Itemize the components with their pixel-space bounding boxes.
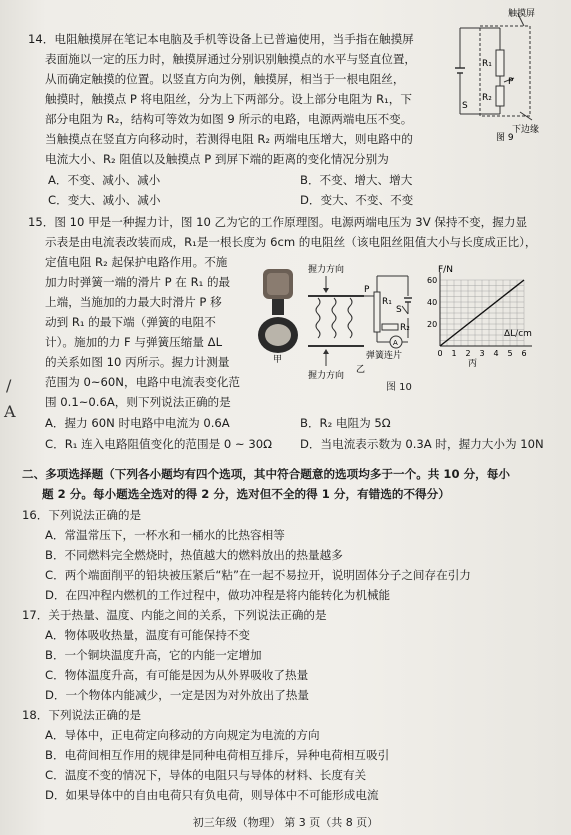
option-a: A．物体吸收热量，温度有可能保持不变 xyxy=(45,628,251,642)
figure-10-jia-grip-meter xyxy=(255,265,301,365)
force-direction-top: 握力方向 xyxy=(308,265,345,275)
question-text: 上端，当施加的力最大时滑片 P 移 xyxy=(45,295,222,309)
option-c: C．两个端面削平的铅块被压紧后“粘”在一起不易拉开，说明固体分子之间存在引力 xyxy=(45,568,471,582)
question-text: 15．图 10 甲是一种握力计，图 10 乙为它的工作原理图。电源两端电压为 3V 保持不变，握力显 xyxy=(28,215,528,229)
question-text: 表面施以一定的压力时，触摸屏通过分别识别触摸点的水平与竖直位置， xyxy=(45,52,417,66)
question-stem: 16．下列说法正确的是 xyxy=(22,508,142,522)
question-text: 范围为 0~60N，电路中电流表变化范 xyxy=(45,375,240,389)
option-d: D．变大、不变、不变 xyxy=(300,193,414,207)
chart-y-tick-label: 20 xyxy=(427,320,438,329)
chart-x-tick-label: 5 xyxy=(507,349,513,358)
page-footer: 初三年级（物理） 第 3 页（共 8 页） xyxy=(192,816,379,829)
svg-text:A: A xyxy=(393,339,398,347)
r2-label: R₂ xyxy=(400,323,410,333)
chart-x-tick-label: 3 xyxy=(479,349,485,358)
option-a: A．常温常压下，一杯水和一桶水的比热容相等 xyxy=(45,528,285,542)
question-text: 14．电阻触摸屏在笔记本电脑及手机等设备上已普遍使用，当手指在触摸屏 xyxy=(28,32,414,46)
chart-x-tick-label: 6 xyxy=(521,349,527,358)
option-a: A．握力 60N 时电路中电流为 0.6A xyxy=(45,416,230,430)
option-c: C．变大、减小、减小 xyxy=(48,193,161,207)
question-text: 电流大小、R₂ 阻值以及触摸点 P 到屏下端的距离的变化情况分别为 xyxy=(45,152,389,166)
option-b: B．不变、增大、增大 xyxy=(300,173,413,187)
option-b: B．电荷间相互作用的规律是同种电荷相互排斥，异种电荷相互吸引 xyxy=(45,748,390,762)
figure-9-circuit xyxy=(452,4,564,144)
question-text: 示表是由电流表改装而成，R₁是一根长度为 6cm 的电阻丝（该电阻丝阻值大小与长度成正比）， xyxy=(45,235,537,249)
question-text: 加力时弹簧一端的滑片 P 在 R₁ 的最 xyxy=(45,275,231,289)
yi-label: 乙 xyxy=(356,365,366,375)
figure-10-yi-circuit xyxy=(304,262,416,382)
handwritten-mark: A xyxy=(4,402,16,421)
question-text: 部分电阻为 R₂，结构可等效为如图 9 所示的电路，电源两端电压不变。 xyxy=(45,112,413,126)
option-d: D．一个物体内能减少，一定是因为对外放出了热量 xyxy=(45,688,309,702)
option-d: D．如果导体中的自由电荷只有负电荷，则导体中不可能形成电流 xyxy=(45,788,379,802)
option-b: B．一个铜块温度升高，它的内能一定增加 xyxy=(45,648,262,662)
question-text: 定值电阻 R₂ 起保护电路作用。不施 xyxy=(45,255,228,269)
chart-xlabel: ΔL/cm xyxy=(504,329,532,339)
option-c: C．温度不变的情况下，导体的电阻只与导体的材料、长度有关 xyxy=(45,768,367,782)
handwritten-mark: / xyxy=(6,376,12,395)
r2-label: R₂ xyxy=(482,93,492,103)
section-title: 二、多项选择题（下列各小题均有四个选项，其中符合题意的选项均多于一个。共 10 分，每小 xyxy=(22,467,510,481)
r1-label: R₁ xyxy=(482,59,492,69)
question-text: 动到 R₁ 的最下端（弹簧的电阻不 xyxy=(45,315,216,329)
question-text: 当触摸点在竖直方向移动时，若测得电阻 R₂ 两端电压增大，则电路中的 xyxy=(45,132,413,146)
s-label: S xyxy=(462,101,468,111)
chart-ylabel: F/N xyxy=(438,265,453,275)
spring-label: 弹簧连片 xyxy=(366,351,403,361)
figure-10-caption: 图 10 xyxy=(386,382,412,393)
option-a: A．不变、减小、减小 xyxy=(48,173,161,187)
figure-caption: 图 9 xyxy=(496,133,514,143)
touchscreen-label: 触摸屏 xyxy=(508,9,536,19)
chart-x-tick-label: 4 xyxy=(493,349,499,358)
p-label: P xyxy=(364,285,370,295)
question-stem: 18．下列说法正确的是 xyxy=(22,708,142,722)
figure-10-bing-chart xyxy=(418,262,538,370)
option-b: B．不同燃料完全燃烧时，热值越大的燃料放出的热量越多 xyxy=(45,548,343,562)
chart-x-tick-label: 2 xyxy=(465,349,471,358)
question-text: 从而确定触摸的位置。以竖直方向为例，触摸屏，相当于一根电阻丝， xyxy=(45,72,405,86)
question-text: 围 0.1~0.6A，则下列说法正确的是 xyxy=(45,395,231,409)
question-text: 触摸时，触摸点 P 将电阻丝，分为上下两部分。设上部分电阻为 R₁，下 xyxy=(45,92,412,106)
force-direction-bottom: 握力方向 xyxy=(308,371,345,381)
option-d: D．在四冲程内燃机的工作过程中，做功冲程是将内能转化为机械能 xyxy=(45,588,391,602)
option-c: C．物体温度升高，有可能是因为从外界吸收了热量 xyxy=(45,668,309,682)
option-d: D．当电流表示数为 0.3A 时，握力大小为 10N xyxy=(300,437,544,451)
section-title: 题 2 分。每小题选全选对的得 2 分，选对但不全的得 1 分，有错选的不得分） xyxy=(42,487,450,501)
chart-x-tick-label: 0 xyxy=(437,349,443,358)
bing-label: 丙 xyxy=(468,359,478,369)
bottom-edge-label: 下边缘 xyxy=(512,125,540,135)
r1-label: R₁ xyxy=(382,297,392,307)
s-label: S xyxy=(396,305,402,315)
chart-y-tick-label: 60 xyxy=(427,276,438,285)
jia-label: 甲 xyxy=(273,355,283,365)
question-text: 计）。施加的力 F 与弹簧压缩量 ΔL xyxy=(45,335,223,349)
option-a: A．导体中，正电荷定向移动的方向规定为电流的方向 xyxy=(45,728,320,742)
option-c: C．R₁ 连入电路阻值变化的范围是 0 ~ 30Ω xyxy=(45,437,272,451)
question-text: 的关系如图 10 丙所示。握力计测量 xyxy=(45,355,230,369)
chart-y-tick-label: 40 xyxy=(427,298,438,307)
question-stem: 17．关于热量、温度、内能之间的关系，下列说法正确的是 xyxy=(22,608,327,622)
option-b: B．R₂ 电阻为 5Ω xyxy=(300,416,391,430)
p-label: P xyxy=(508,77,514,87)
chart-x-tick-label: 1 xyxy=(451,349,457,358)
